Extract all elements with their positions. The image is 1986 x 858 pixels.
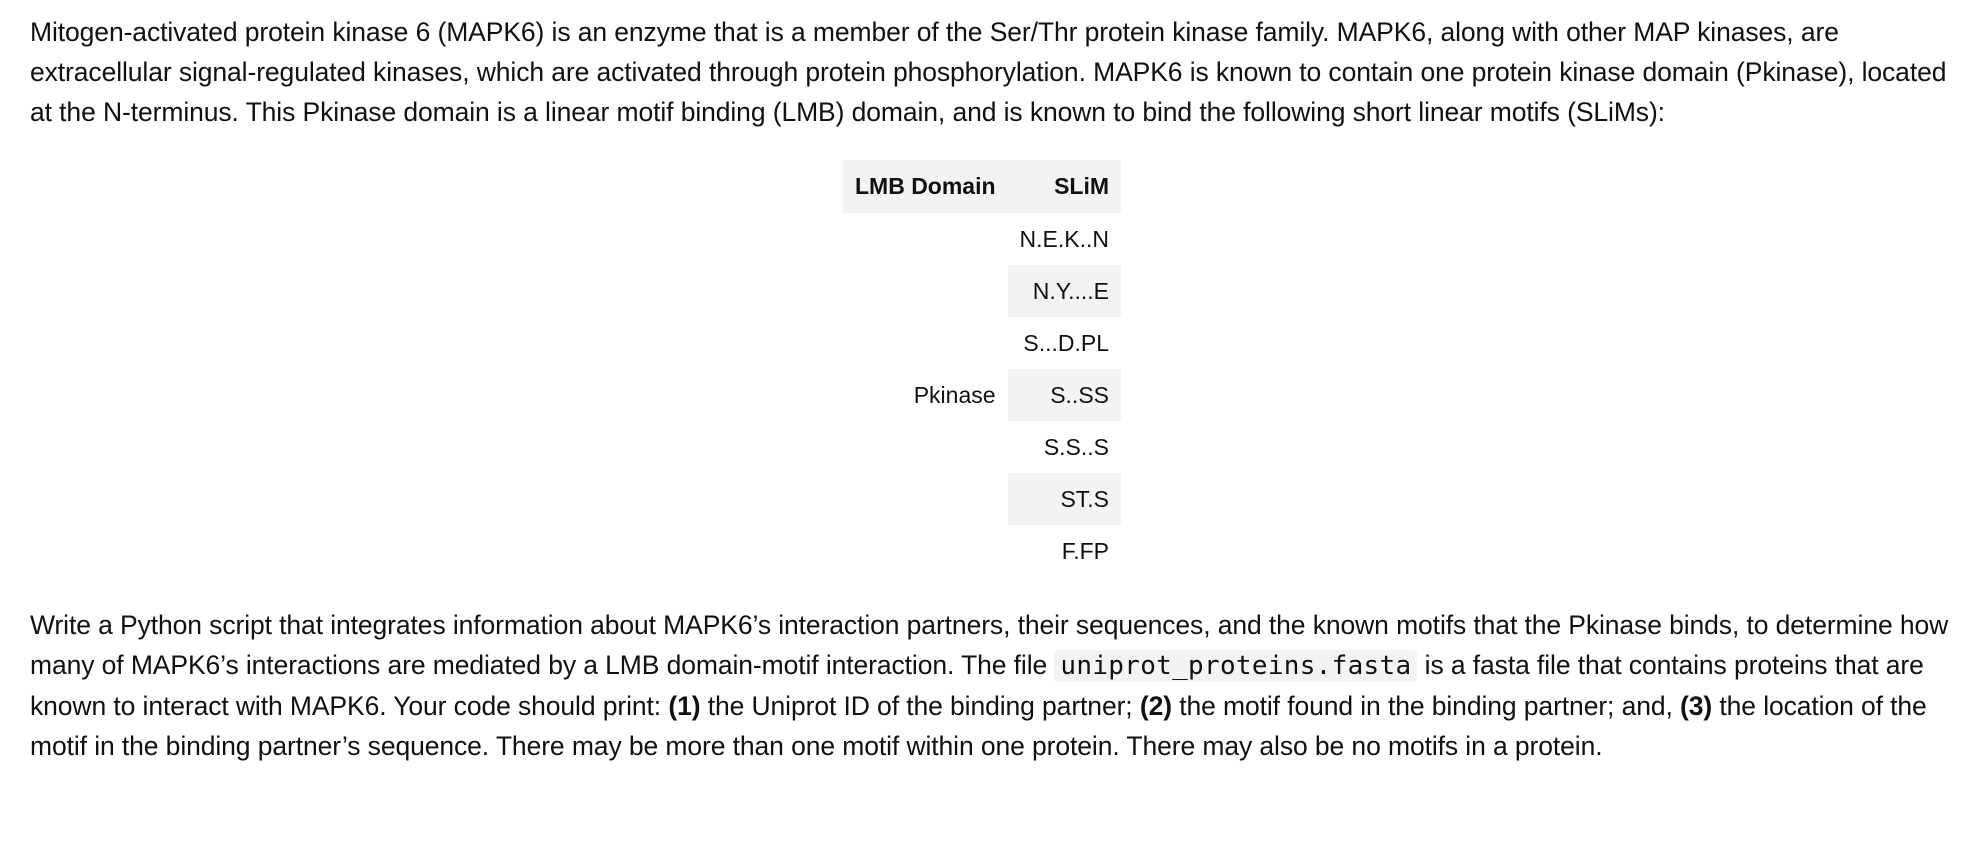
task-item-3: the location of the motif in the binding partner’s sequence. There may be more than one motif within one protein. There may also be no motifs in a protein. [30,691,1927,761]
slim-cell: S.S..S [1043,433,1110,460]
task-paragraph [30,605,1970,766]
marker-3: (3) [1680,691,1713,721]
slim-cell: N.E.K..N [1019,225,1110,252]
marker-2: (2) [1139,691,1172,721]
intro-paragraph: Mitogen-activated protein kinase 6 (MAPK6) is an enzyme that is a member of the Ser/Thr protein kinase family. MAPK6, along with other MAP kinases, are extracellular signal-regulated kinases, which are activated through protein phosphorylation. MAPK6 is known to contain one protein kinase domain (Pkinase), located at the N-terminus. This Pkinase domain is a linear motif binding (LMB) domain, and is known to bind the following short linear motifs (SLiMs): [30,17,1947,127]
slim-cell: ST.S [1008,473,1121,525]
slim-table-wrapper [30,160,1970,577]
task-item-2: the motif found in the binding partner; and, [1179,691,1673,721]
task-item-1: the Uniprot ID of the binding partner; [707,691,1133,721]
slim-cell: S..SS [1008,369,1121,421]
domain-cell-pkinase: Pkinase [843,213,1008,577]
filename-code: uniprot_proteins.fasta [1054,650,1417,682]
marker-1: (1) [668,691,701,721]
slim-cell: S...D.PL [1023,329,1110,356]
document-body [30,12,1970,766]
slim-cell: N.Y....E [1008,265,1121,317]
slim-table [843,160,1121,577]
task-text-part2: is a fasta file that contains proteins that are known to interact with MAPK6. Your code should print: [30,650,1924,721]
header-slim: SLiM [1008,160,1121,213]
header-lmb-domain: LMB Domain [843,160,1008,213]
slim-cell: F.FP [1061,537,1110,564]
table-row [843,213,1121,265]
task-text-part1: Write a Python script that integrates information about MAPK6’s interaction partners, their sequences, and the known motifs that the Pkinase binds, to determine how many of MAPK6’s interactions are mediated by a LMB domain-motif interaction. The file [30,610,1949,680]
table-header-row [843,160,1121,213]
